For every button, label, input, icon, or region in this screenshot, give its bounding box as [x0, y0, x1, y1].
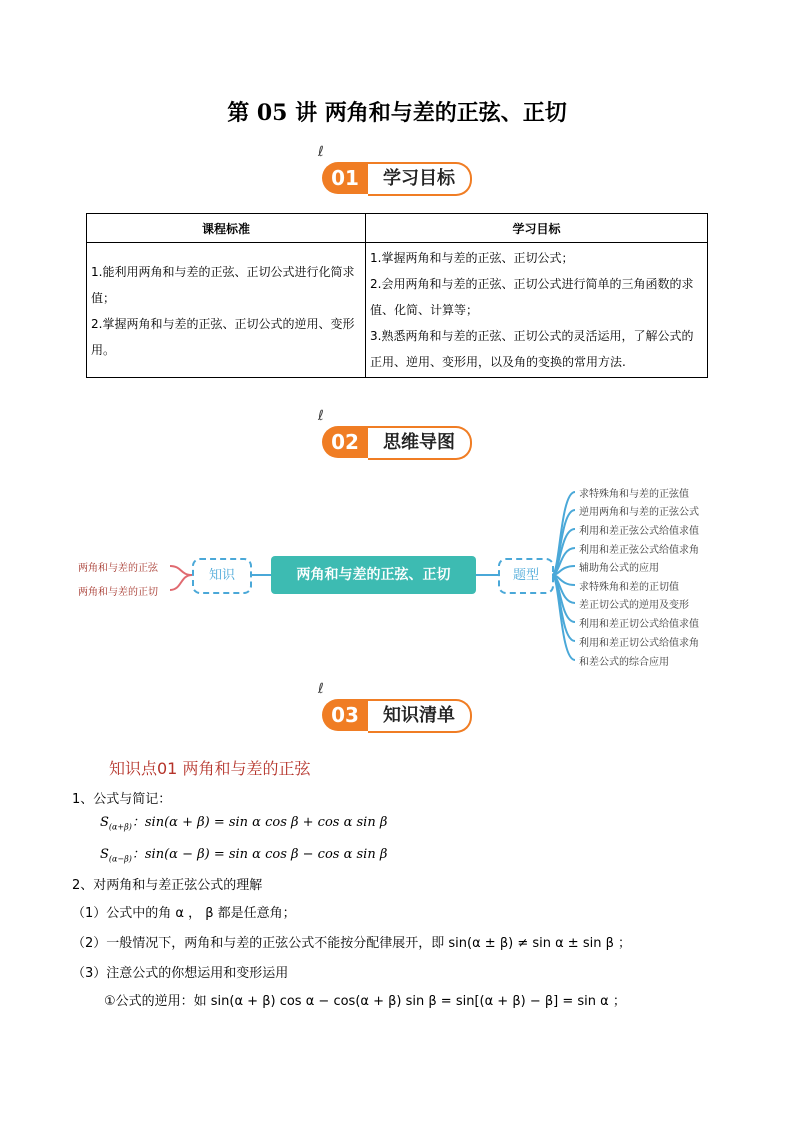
badge-label: 学习目标 — [368, 162, 472, 196]
formula-sin-sum: $S_{(\alpha+\beta)}$：sin(α + β) = sin α cos β + cos α sin β — [100, 815, 388, 832]
page-title: 第 05 讲 两角和与差的正弦、正切 — [227, 100, 567, 126]
formula-sin-diff: $S_{(\alpha-\beta)}$：sin(α − β) = sin α cos β − cos α sin β — [100, 847, 388, 864]
badge-label: 知识清单 — [368, 699, 472, 733]
badge-number: 03 — [322, 699, 368, 731]
formula-body: ：sin(α − β) = sin α cos β − cos α sin β — [131, 847, 388, 862]
mindmap-center-node: 两角和与差的正弦、正切 — [271, 556, 476, 594]
mindmap-leaf: 求特殊角和差的正切值 — [579, 582, 679, 593]
section-badge-01 — [318, 144, 472, 196]
text-line: ①公式的逆用：如 sin(α + β) cos α − cos(α + β) sin β = sin[(α + β) − β] = sin α ； — [104, 994, 626, 1009]
mindmap-leaf: 辅助角公式的应用 — [579, 563, 659, 574]
standard-item: 1.能利用两角和与差的正弦、正切公式进行化简求值； — [91, 265, 355, 305]
mindmap-leaf: 求特殊角和与差的正弦值 — [579, 489, 689, 500]
mindmap-types-node: 题型 — [498, 558, 554, 594]
formula-subscript: (α+β) — [108, 822, 132, 832]
text-line: （1）公式中的角 α ， β 都是任意角； — [72, 906, 296, 921]
hook-icon: ℓ — [318, 408, 324, 424]
goal-item: 2.会用两角和与差的正弦、正切公式进行简单的三角函数的求值、化简、计算等； — [370, 277, 694, 317]
mindmap-leaf: 和差公式的综合应用 — [579, 657, 669, 668]
text-line: 2、对两角和与差正弦公式的理解 — [72, 878, 263, 893]
mindmap-leaf: 逆用两角和与差的正弦公式 — [579, 507, 699, 518]
mindmap-knowledge-node: 知识 — [192, 558, 252, 594]
section-badge-03 — [318, 681, 472, 733]
mindmap-leaf: 利用和差正切公式给值求值 — [579, 619, 699, 630]
mindmap-leaf: 两角和与差的正弦 — [78, 563, 158, 574]
knowledge-point-title: 知识点01 两角和与差的正弦 — [109, 759, 311, 778]
formula-subscript: (α−β) — [108, 854, 132, 864]
standard-item: 2.掌握两角和与差的正弦、正切公式的逆用、变形用。 — [91, 317, 355, 357]
hook-icon: ℓ — [318, 144, 324, 160]
table-cell-standards — [87, 243, 366, 378]
table-header: 学习目标 — [366, 214, 708, 243]
table-header: 课程标准 — [87, 214, 366, 243]
goals-table — [86, 213, 708, 378]
mindmap-leaf: 差正切公式的逆用及变形 — [579, 600, 689, 611]
mindmap-leaf: 利用和差正弦公式给值求值 — [579, 526, 699, 537]
badge-label: 思维导图 — [368, 426, 472, 460]
text-line: （3）注意公式的你想运用和变形运用 — [72, 966, 289, 981]
mindmap-leaf: 利用和差正切公式给值求角 — [579, 638, 699, 649]
mindmap-leaf: 两角和与差的正切 — [78, 587, 158, 598]
hook-icon: ℓ — [318, 681, 324, 697]
formula-body: ：sin(α + β) = sin α cos β + cos α sin β — [131, 815, 388, 830]
text-line: 1、公式与简记： — [72, 792, 172, 807]
text-line: （2）一般情况下，两角和与差的正弦公式不能按分配律展开，即 sin(α ± β) ≠ sin α ± sin β ； — [72, 936, 632, 951]
badge-number: 02 — [322, 426, 368, 458]
mindmap-leaf: 利用和差正弦公式给值求角 — [579, 545, 699, 556]
table-cell-goals — [366, 243, 708, 378]
goal-item: 1.掌握两角和与差的正弦、正切公式； — [370, 251, 574, 265]
badge-number: 01 — [322, 162, 368, 194]
goal-item: 3.熟悉两角和与差的正弦、正切公式的灵活运用，了解公式的正用、逆用、变形用，以及角的变换的常用方法. — [370, 329, 694, 369]
section-badge-02 — [318, 408, 472, 460]
